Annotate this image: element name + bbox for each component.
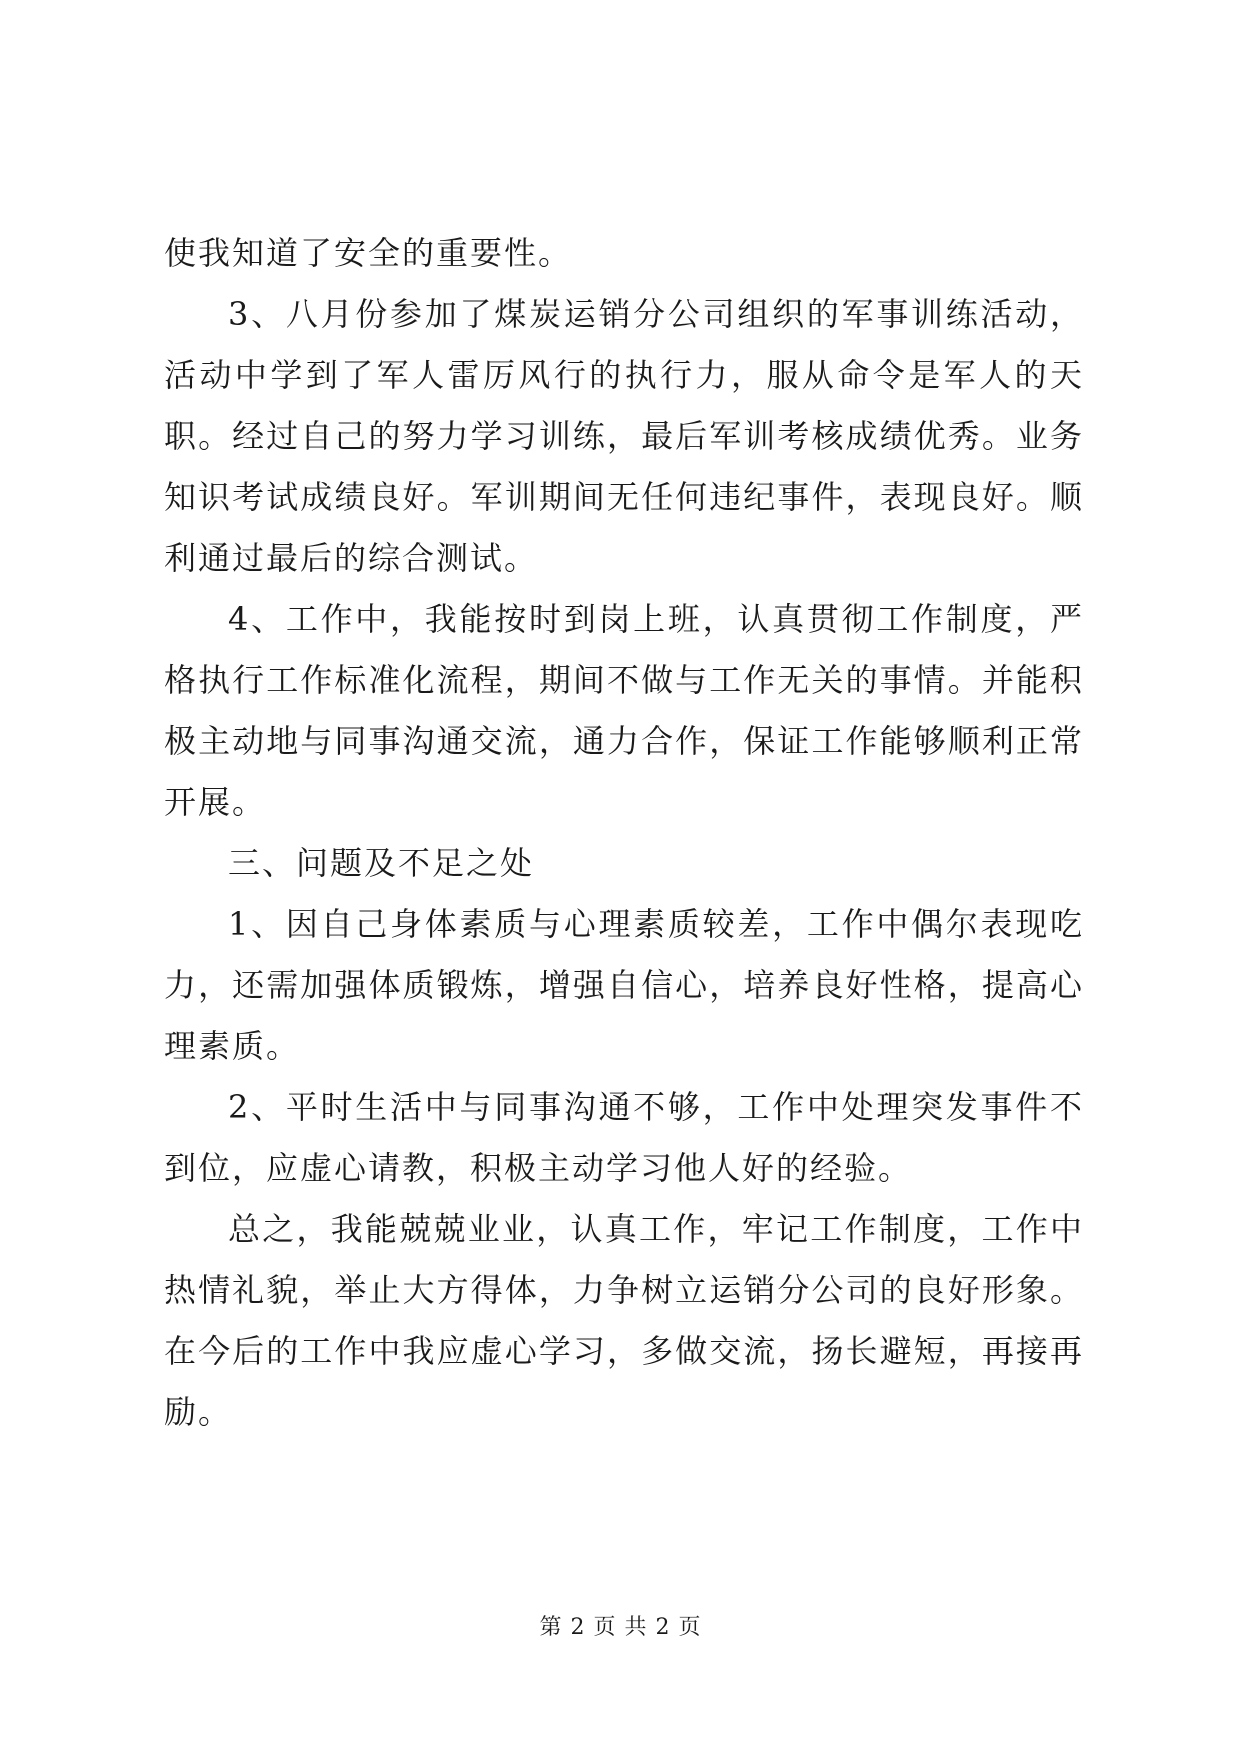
paragraph-problem-2: 2、平时生活中与同事沟通不够，工作中处理突发事件不到位，应虚心请教，积极主动学习他人好的经验。: [164, 1088, 1084, 1187]
document-body: [164, 223, 1084, 1443]
page-footer: 第 2 页 共 2 页: [539, 1615, 702, 1640]
paragraph-problem-1: 1、因自己身体素质与心理素质较差，工作中偶尔表现吃力，还需加强体质锻炼，增强自信心，培养良好性格，提高心理素质。: [164, 905, 1084, 1065]
paragraph-item-3: 3、八月份参加了煤炭运销分公司组织的军事训练活动，活动中学到了军人雷厉风行的执行力，服从命令是军人的天职。经过自己的努力学习训练，最后军训考核成绩优秀。业务知识考试成绩良好。军训期间无任何违纪事件，表现良好。顺利通过最后的综合测试。: [164, 295, 1084, 577]
paragraph-item-4: 4、工作中，我能按时到岗上班，认真贯彻工作制度，严格执行工作标准化流程，期间不做与工作无关的事情。并能积极主动地与同事沟通交流，通力合作，保证工作能够顺利正常开展。: [164, 600, 1084, 821]
section-heading-problems: 三、问题及不足之处: [228, 844, 535, 882]
paragraph-continuation: 使我知道了安全的重要性。: [164, 234, 573, 272]
paragraph-conclusion: 总之，我能兢兢业业，认真工作，牢记工作制度，工作中热情礼貌，举止大方得体，力争树立运销分公司的良好形象。在今后的工作中我应虚心学习，多做交流，扬长避短，再接再励。: [164, 1210, 1084, 1431]
